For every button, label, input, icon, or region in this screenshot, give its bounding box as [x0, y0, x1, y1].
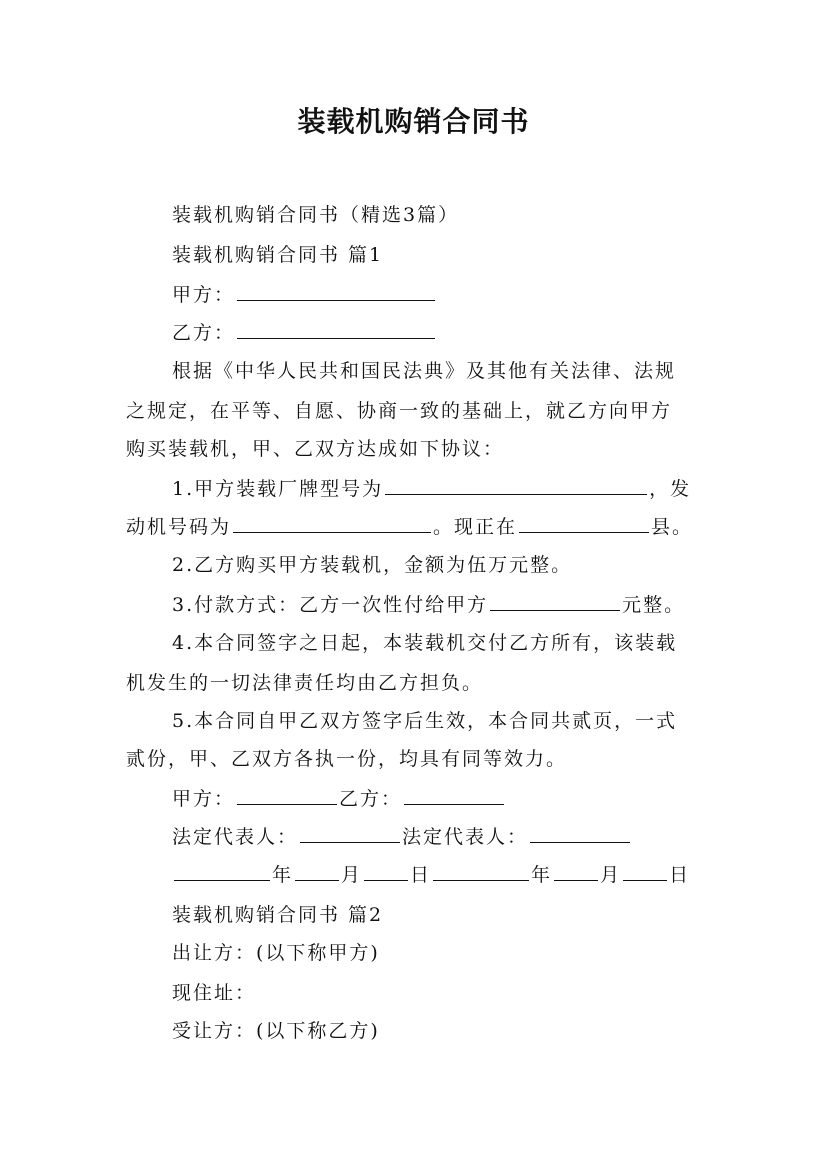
clause-3 — [172, 590, 685, 617]
party-b-line — [172, 318, 437, 345]
engine-number-label: 动机号码为 — [126, 516, 232, 538]
rep-a-blank — [300, 826, 400, 843]
clause-4-line-2: 机发生的一切法律责任均由乙方担负。 — [126, 672, 484, 694]
heading-part-1: 装载机购销合同书 篇1 — [172, 244, 384, 266]
party-a-label: 甲方： — [172, 284, 236, 306]
clause-1-line-1 — [172, 474, 691, 501]
county-blank — [519, 516, 649, 533]
day-a-blank — [364, 864, 408, 881]
location-label: 。现正在 — [433, 516, 518, 538]
day-b-blank — [623, 864, 667, 881]
rep-b-label: 法定代表人： — [402, 826, 529, 848]
para-basis-1: 根据《中华人民共和国民法典》及其他有关法律、法规 — [172, 360, 677, 382]
party-a-line — [172, 280, 437, 307]
payment-suffix: 元整。 — [622, 594, 686, 616]
clause-4-line-1: 4.本合同签字之日起，本装载机交付乙方所有，该装载 — [172, 632, 678, 654]
sign-party-b-blank — [404, 788, 504, 805]
clause-5-line-2: 贰份，甲、乙双方各执一份，均具有同等效力。 — [126, 748, 568, 770]
clause-2: 2.乙方购买甲方装载机，金额为伍万元整。 — [172, 554, 573, 576]
heading-collection: 装载机购销合同书（精选3篇） — [172, 204, 460, 226]
day-b-label: 日 — [669, 864, 691, 886]
payment-text: 3.付款方式：乙方一次性付给甲方 — [172, 594, 489, 616]
year-a-blank — [174, 864, 270, 881]
transferee-line: 受让方：(以下称乙方) — [172, 1020, 380, 1042]
party-b-blank — [237, 322, 435, 339]
heading-part-2: 装载机购销合同书 篇2 — [172, 904, 384, 926]
county-suffix: 县。 — [651, 516, 694, 538]
para-basis-3: 购买装载机，甲、乙双方达成如下协议： — [126, 438, 505, 460]
clause-5-line-1: 5.本合同自甲乙双方签字后生效，本合同共贰页，一式 — [172, 710, 678, 732]
sign-party-b-label: 乙方： — [339, 788, 403, 810]
year-b-label: 年 — [531, 864, 553, 886]
year-a-label: 年 — [272, 864, 294, 886]
sign-party-a-blank — [237, 788, 337, 805]
document-title: 装载机购销合同书 — [297, 105, 530, 138]
clause-1-text-end: ，发 — [649, 478, 692, 500]
address-line: 现住址： — [172, 982, 257, 1004]
payment-blank — [490, 594, 620, 611]
rep-b-blank — [530, 826, 630, 843]
signature-representatives — [172, 822, 632, 849]
para-basis-2: 之规定，在平等、自愿、协商一致的基础上，就乙方向甲方 — [126, 400, 673, 422]
clause-1-text: 1.甲方装载厂牌型号为 — [172, 478, 384, 500]
party-b-label: 乙方： — [172, 322, 236, 344]
sign-party-a-label: 甲方： — [172, 788, 236, 810]
party-a-blank — [237, 284, 435, 301]
month-a-blank — [295, 864, 339, 881]
transferor-line: 出让方：(以下称甲方) — [172, 942, 380, 964]
signature-dates — [172, 860, 690, 887]
year-b-blank — [433, 864, 529, 881]
clause-1-line-2 — [126, 512, 693, 539]
month-a-label: 月 — [341, 864, 363, 886]
month-b-label: 月 — [600, 864, 622, 886]
engine-number-blank — [233, 516, 431, 533]
month-b-blank — [554, 864, 598, 881]
signature-parties — [172, 784, 506, 811]
model-blank — [385, 478, 647, 495]
day-a-label: 日 — [410, 864, 432, 886]
rep-a-label: 法定代表人： — [172, 826, 299, 848]
